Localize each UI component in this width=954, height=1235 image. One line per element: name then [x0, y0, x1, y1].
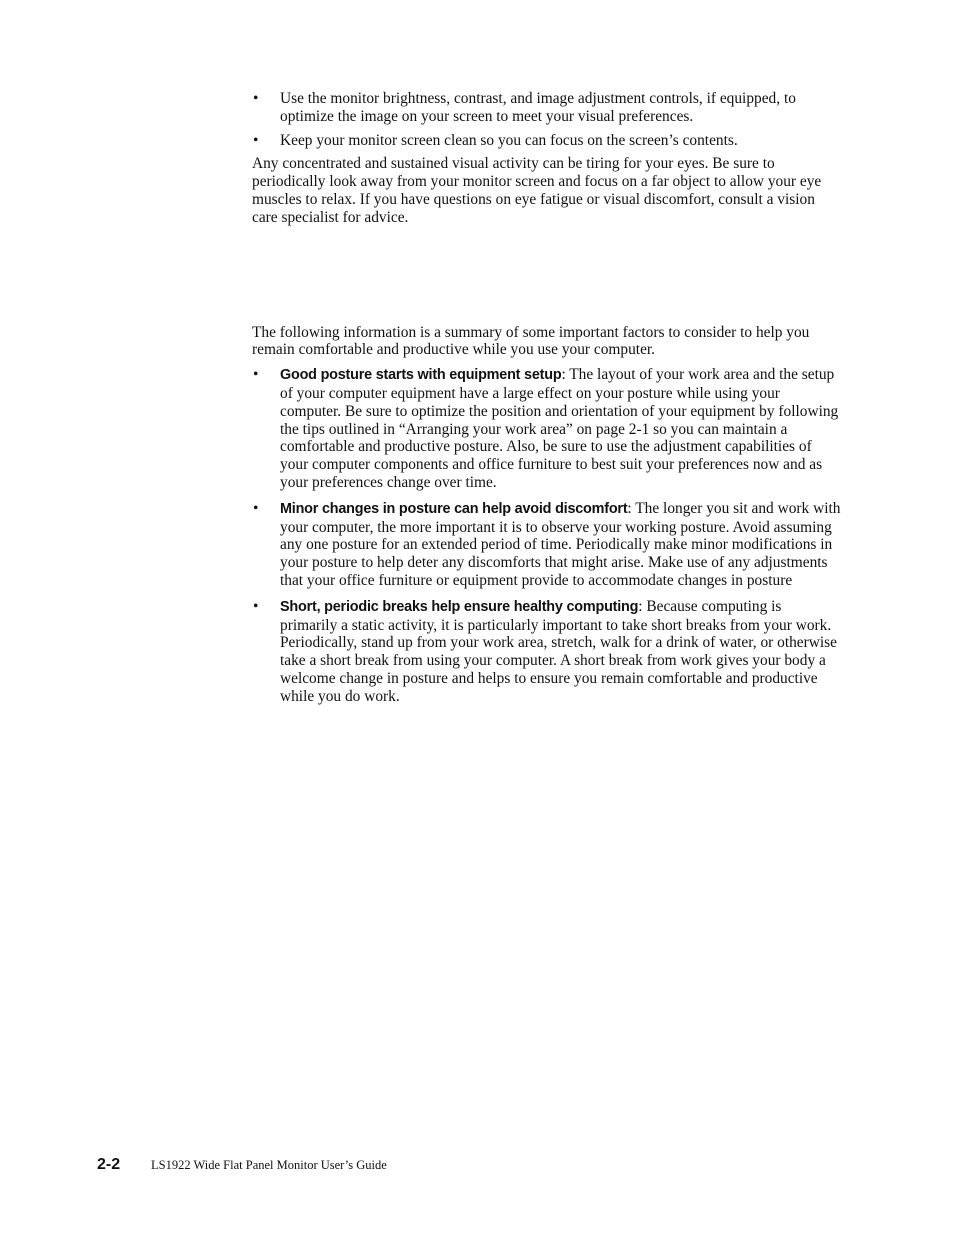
bullet-dot: • — [253, 597, 259, 615]
factor-text: : The longer you sit and work with your computer, the more important it is to observe your working posture. Avoid assuming any one posture for an extended period of time. Periodically make minor modifications in your posture to help deter any discomforts that might arise. Make use of any adjustments that your office furniture or equipment provide to accommodate changes in posture — [280, 499, 841, 589]
bullet-dot: • — [253, 366, 259, 384]
list-item-text: Use the monitor brightness, contrast, and image adjustment controls, if equipped, to optimize the image on your screen to meet your visual preferences. — [280, 90, 796, 125]
list-item — [252, 132, 842, 150]
bullet-dot: • — [253, 499, 259, 517]
factor-text: : The layout of your work area and the setup of your computer equipment have a large effect on your posture while using your computer. Be sure to optimize the position and orientation of your equipment by following the tips outlined in “Arranging your work area” on page 2-1 so you can maintain a comfortable and productive posture. Also, be sure to use the adjustment capabilities of your computer components and office furniture to best suit your preferences now and as your preferences change over time. — [280, 366, 839, 491]
bullet-dot: • — [253, 90, 259, 107]
list-item — [252, 366, 842, 492]
document-title: LS1922 Wide Flat Panel Monitor User’s Guide — [151, 1158, 387, 1172]
factor-text: : Because computing is primarily a static activity, it is particularly important to take short breaks from your work. Periodically, stand up from your work area, stretch, walk for a drink of water, or otherwise take a short break from using your computer. A short break from work gives your body a welcome change in posture and helps to ensure you remain comfortable and productive while you do work. — [280, 597, 837, 705]
page-content — [252, 90, 842, 714]
eye-fatigue-paragraph: Any concentrated and sustained visual activity can be tiring for your eyes. Be sure to periodically look away from your monitor screen and focus on a far object to allow your eye muscles to relax. If you have questions on eye fatigue or visual discomfort, consult a vision care specialist for advice. — [252, 155, 822, 226]
page-footer — [97, 1156, 387, 1178]
bullet-dot: • — [253, 131, 259, 149]
section-spacer — [252, 227, 842, 324]
factor-term: Minor changes in posture can help avoid discomfort — [280, 500, 628, 517]
list-item — [252, 500, 842, 590]
list-item-text: Keep your monitor screen clean so you can focus on the screen’s contents. — [280, 131, 738, 149]
factor-term: Short, periodic breaks help ensure healthy computing — [280, 598, 639, 615]
intro-paragraph: The following information is a summary of some important factors to consider to help you remain comfortable and productive while you use your computer. — [252, 323, 810, 359]
comfort-factors-list — [252, 366, 842, 705]
factor-term: Good posture starts with equipment setup — [280, 367, 562, 384]
page-number: 2-2 — [97, 1156, 121, 1173]
list-item — [252, 598, 842, 706]
eye-tips-list — [252, 90, 842, 149]
list-item — [252, 90, 842, 126]
